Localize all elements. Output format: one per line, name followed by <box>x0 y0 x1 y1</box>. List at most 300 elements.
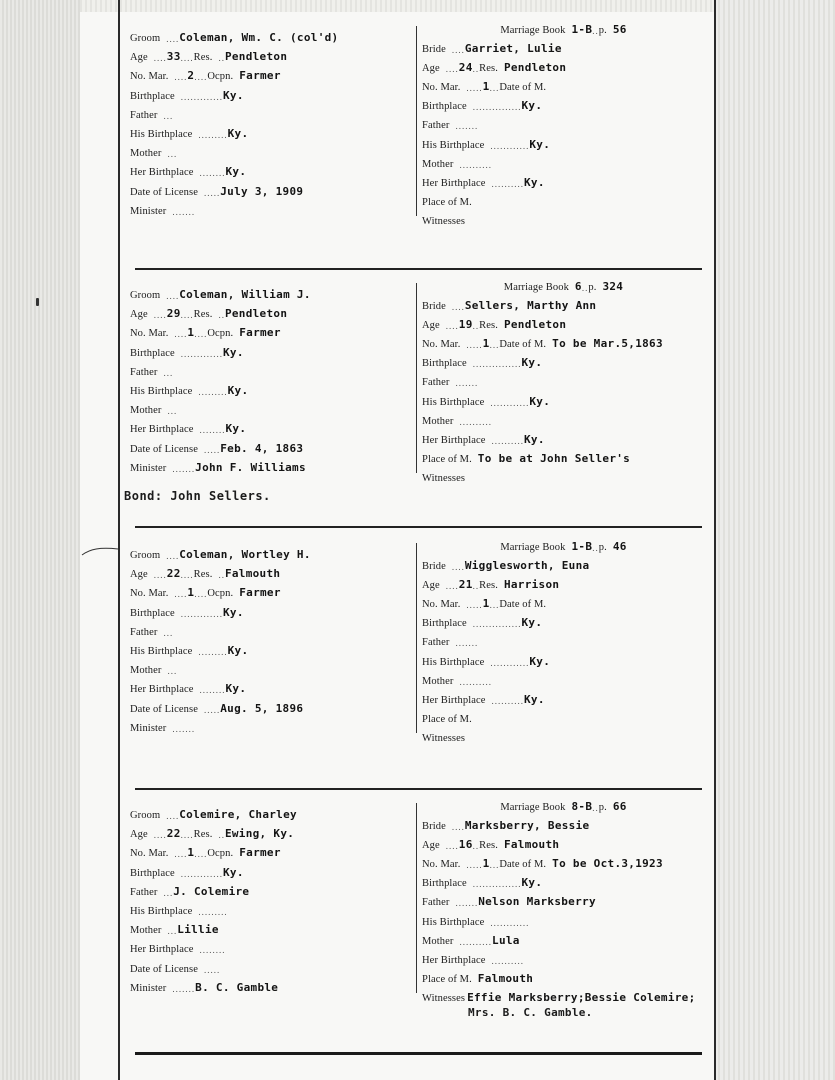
groom-no-mar: 1 <box>187 846 195 860</box>
father-label: Father <box>422 120 450 132</box>
bride-label: Bride <box>422 300 446 312</box>
date-of-license-label: Date of License <box>130 186 198 198</box>
form-row <box>130 437 303 455</box>
dotted-leader: .......... <box>491 955 524 966</box>
dotted-leader: .... <box>153 310 167 321</box>
dotted-leader: ... <box>163 627 174 638</box>
dotted-leader: .... <box>166 291 180 301</box>
groom-age: 29 <box>166 307 181 321</box>
dotted-leader: ....... <box>172 983 196 994</box>
form-row <box>422 152 492 170</box>
scan-strip <box>80 0 715 12</box>
bride-his-birthplace: Ky. <box>529 654 551 668</box>
form-row <box>422 688 545 706</box>
form-row <box>422 833 559 851</box>
marriage-book: 8-B <box>571 800 593 813</box>
bride-name: Garriet, Lulie <box>464 41 562 55</box>
birthplace-label: Birthplace <box>422 101 467 113</box>
dotted-leader: .. <box>472 63 480 74</box>
form-row <box>422 795 705 813</box>
minister-label: Minister <box>130 205 167 217</box>
form-row <box>130 639 248 657</box>
his-birthplace-label: His Birthplace <box>422 139 485 151</box>
birthplace-label: Birthplace <box>422 618 467 630</box>
record-separator <box>135 526 702 528</box>
birthplace-label: Birthplace <box>422 878 467 890</box>
no-mar-label: No. Mar. <box>422 598 461 610</box>
bride-label: Bride <box>422 560 446 572</box>
marriage-book-label: Marriage Book <box>500 542 566 553</box>
his-birthplace-label: His Birthplace <box>130 386 193 397</box>
bride-her-birthplace: Ky. <box>524 432 545 446</box>
dotted-leader: .. <box>472 320 480 331</box>
dotted-leader: ... <box>489 599 500 610</box>
bride-birthplace: Ky. <box>521 616 543 630</box>
dotted-leader: .... <box>166 811 180 821</box>
groom-ocpn: Farmer <box>239 69 281 83</box>
age-label: Age <box>422 579 440 591</box>
groom-res: Pendleton <box>224 307 288 321</box>
marriage-record <box>130 23 705 256</box>
form-row <box>130 677 246 695</box>
dotted-leader: .... <box>174 589 188 600</box>
dotted-leader: ... <box>163 110 174 121</box>
form-row <box>422 592 552 610</box>
form-row <box>130 841 281 859</box>
dotted-leader: .... <box>153 53 167 64</box>
form-row <box>130 122 248 140</box>
dotted-leader: ............. <box>180 608 223 619</box>
marriage-book-label: Marriage Book <box>500 25 566 36</box>
dotted-leader: ......... <box>198 647 228 657</box>
dotted-leader: .... <box>166 34 180 44</box>
res-label: Res. <box>479 579 498 591</box>
father-label: Father <box>130 366 158 378</box>
form-row <box>422 351 542 369</box>
form-row <box>422 611 542 629</box>
bride-name: Wigglesworth, Euna <box>464 558 590 572</box>
minister: B. C. Gamble <box>195 980 279 994</box>
bride-age: 19 <box>458 317 473 331</box>
dotted-leader: .. <box>218 570 225 581</box>
dotted-leader: ............. <box>180 91 223 102</box>
age-label: Age <box>130 52 148 64</box>
mother-label: Mother <box>130 665 162 677</box>
res-label: Res. <box>479 839 498 851</box>
dotted-leader: .. <box>592 803 599 813</box>
minister: John F. Williams <box>195 460 306 474</box>
form-row <box>130 581 281 599</box>
form-row <box>422 447 630 465</box>
groom-his-birthplace: Ky. <box>227 127 249 140</box>
date-of-license: July 3, 1909 <box>220 184 304 198</box>
form-row <box>422 535 705 553</box>
form-row <box>422 871 542 889</box>
form-row <box>422 190 478 208</box>
no-mar-label: No. Mar. <box>130 71 169 83</box>
dotted-leader: .... <box>174 849 188 860</box>
bride-birthplace: Ky. <box>521 356 543 370</box>
form-row <box>130 302 287 320</box>
form-row <box>422 466 467 484</box>
dotted-leader: .... <box>166 551 180 561</box>
dotted-leader: .. <box>218 53 225 64</box>
groom-his-birthplace: Ky. <box>227 384 249 397</box>
groom-res: Falmouth <box>224 567 281 581</box>
form-row <box>130 861 244 879</box>
res-label: Res. <box>479 319 498 331</box>
dotted-leader: .. <box>218 310 225 321</box>
date-of-license-label: Date of License <box>130 443 198 455</box>
dotted-leader: ........ <box>199 425 226 436</box>
mother-label: Mother <box>422 415 454 427</box>
witnesses-label: Witnesses <box>422 473 466 485</box>
dotted-leader: .. <box>472 580 480 591</box>
dotted-leader: ... <box>167 666 178 677</box>
form-row <box>422 929 520 947</box>
form-row <box>130 957 220 975</box>
form-row <box>130 64 281 82</box>
dotted-leader: ............. <box>180 868 223 879</box>
dotted-leader: .... <box>180 53 194 64</box>
dotted-leader: ............ <box>490 657 530 668</box>
form-row <box>130 543 311 561</box>
ocpn-label: Ocpn. <box>207 328 234 340</box>
date-of-marriage: To be Mar.5,1863 <box>552 336 663 350</box>
his-birthplace-label: His Birthplace <box>422 656 485 668</box>
form-row <box>130 658 177 676</box>
dotted-leader: ..... <box>466 599 483 610</box>
form-row <box>130 180 303 198</box>
date-of-license-label: Date of License <box>130 963 198 975</box>
dotted-leader: .... <box>445 320 459 331</box>
groom-no-mar: 1 <box>187 326 195 340</box>
dotted-leader: .......... <box>459 159 493 170</box>
date-of-m-label: Date of M. <box>499 598 547 610</box>
dotted-leader: .... <box>451 44 465 55</box>
form-row <box>422 171 545 189</box>
witnesses-label: Witnesses <box>422 733 466 745</box>
form-row <box>422 370 478 388</box>
dotted-leader: ..... <box>203 444 221 455</box>
dotted-leader: .... <box>194 329 208 340</box>
form-row <box>422 56 566 74</box>
groom-age: 22 <box>166 827 181 841</box>
res-label: Res. <box>193 52 213 64</box>
age-label: Age <box>130 829 148 841</box>
form-row <box>130 84 244 102</box>
dotted-leader: .... <box>180 310 194 321</box>
marriage-book: 6 <box>574 280 582 293</box>
his-birthplace-label: His Birthplace <box>130 646 193 657</box>
dotted-leader: ............... <box>472 879 522 890</box>
ink-mark <box>36 298 39 306</box>
page-label: p. <box>598 25 607 36</box>
groom-label: Groom <box>130 290 161 301</box>
dotted-leader: ... <box>489 82 500 93</box>
margin-scribble <box>80 545 120 559</box>
place-of-marriage: Falmouth <box>477 972 534 986</box>
groom-no-mar: 1 <box>187 586 195 600</box>
his-birthplace-label: His Birthplace <box>422 916 485 928</box>
form-row <box>130 456 306 474</box>
form-row <box>422 852 663 870</box>
her-birthplace-label: Her Birthplace <box>130 944 194 956</box>
date-of-license: Feb. 4, 1863 <box>220 441 304 455</box>
form-row <box>130 716 195 734</box>
bride-birthplace: Ky. <box>521 876 543 890</box>
ocpn-label: Ocpn. <box>207 848 234 860</box>
form-row <box>422 75 552 93</box>
dotted-leader: .. <box>218 830 225 841</box>
form-row <box>422 967 533 985</box>
minister-label: Minister <box>130 982 167 994</box>
father-label: Father <box>422 637 450 649</box>
dotted-leader: ... <box>489 859 500 870</box>
dotted-leader: ... <box>489 339 500 350</box>
form-row <box>422 814 589 832</box>
dotted-leader: .... <box>194 849 208 860</box>
form-row <box>422 428 545 446</box>
dotted-leader: ......... <box>198 130 228 140</box>
form-row <box>422 294 596 312</box>
dotted-leader: ............... <box>472 619 522 630</box>
place-of-m-label: Place of M. <box>422 197 472 209</box>
right-margin-rule <box>714 0 716 1080</box>
ocpn-label: Ocpn. <box>207 71 234 83</box>
place-of-m-label: Place of M. <box>422 974 472 986</box>
date-of-m-label: Date of M. <box>499 338 547 350</box>
her-birthplace-label: Her Birthplace <box>422 694 486 706</box>
father-label: Father <box>130 626 158 638</box>
bride-age: 21 <box>458 577 473 591</box>
bride-his-birthplace: Ky. <box>529 394 551 408</box>
form-row <box>422 890 596 908</box>
form-row <box>130 321 281 339</box>
father-label: Father <box>422 377 450 389</box>
form-row <box>422 650 550 668</box>
father-label: Father <box>422 897 450 909</box>
marriage-page: 324 <box>602 280 624 293</box>
groom-res: Ewing, Ky. <box>224 827 295 841</box>
witnesses-label: Witnesses <box>422 993 466 1005</box>
dotted-leader: ..... <box>466 859 483 870</box>
dotted-leader: ... <box>167 406 178 417</box>
form-row <box>422 332 663 350</box>
form-row <box>130 360 173 378</box>
dotted-leader: ....... <box>172 206 196 217</box>
form-row <box>130 103 173 121</box>
bride-age: 16 <box>458 837 473 851</box>
mother-label: Mother <box>422 935 454 947</box>
groom-res: Pendleton <box>224 50 288 64</box>
page-label: p. <box>598 802 607 813</box>
birthplace-label: Birthplace <box>130 90 175 102</box>
birthplace-label: Birthplace <box>130 867 175 879</box>
witnesses: Effie Marksberry;Bessie Colemire; <box>467 991 696 1005</box>
no-mar-label: No. Mar. <box>422 858 461 870</box>
no-mar-label: No. Mar. <box>422 338 461 350</box>
dotted-leader: ....... <box>455 121 479 132</box>
age-label: Age <box>130 569 148 581</box>
left-margin-rule <box>118 0 120 1080</box>
bride-no-mar: 1 <box>482 596 490 610</box>
mother-label: Mother <box>422 158 454 170</box>
marriage-page: 66 <box>612 800 627 813</box>
form-row <box>422 554 589 572</box>
dotted-leader: .... <box>451 561 465 572</box>
her-birthplace-label: Her Birthplace <box>130 167 194 179</box>
dotted-leader: .... <box>451 301 465 312</box>
her-birthplace-label: Her Birthplace <box>422 177 486 189</box>
dotted-leader: .. <box>472 840 480 851</box>
dotted-leader: .... <box>194 589 208 600</box>
bride-name: Sellers, Marthy Ann <box>464 298 597 312</box>
dotted-leader: .. <box>592 543 599 553</box>
dotted-leader: ....... <box>172 723 196 734</box>
dotted-leader: .. <box>581 283 589 293</box>
mother-label: Mother <box>422 675 454 687</box>
dotted-leader: .......... <box>491 178 524 189</box>
groom-name: Coleman, Wm. C. (col'd) <box>179 31 339 44</box>
her-birthplace-label: Her Birthplace <box>130 424 194 436</box>
witnesses-line-2: Mrs. B. C. Gamble. <box>468 1006 593 1019</box>
dotted-leader: ....... <box>455 378 479 389</box>
place-of-marriage: To be at John Seller's <box>477 452 631 466</box>
groom-label: Groom <box>130 33 161 44</box>
column-divider <box>416 543 417 733</box>
groom-birthplace: Ky. <box>222 88 244 102</box>
groom-birthplace: Ky. <box>222 345 244 359</box>
place-of-m-label: Place of M. <box>422 714 472 726</box>
marriage-page: 56 <box>612 23 627 36</box>
dotted-leader: ............ <box>490 397 530 408</box>
form-row <box>130 880 249 898</box>
groom-father: J. Colemire <box>173 884 250 898</box>
bride-res: Falmouth <box>503 837 560 851</box>
page-edge-right <box>715 0 835 1080</box>
dotted-leader: .... <box>445 63 459 74</box>
dotted-leader: .... <box>451 821 465 832</box>
form-row <box>130 620 173 638</box>
form-row <box>130 45 287 63</box>
groom-her-birthplace: Ky. <box>225 682 247 696</box>
bride-label: Bride <box>422 43 446 55</box>
dotted-leader: .... <box>153 830 167 841</box>
groom-label: Groom <box>130 810 161 821</box>
mother-label: Mother <box>130 925 162 937</box>
groom-no-mar: 2 <box>187 69 195 83</box>
form-row <box>422 18 705 36</box>
dotted-leader: ........ <box>199 945 226 956</box>
dotted-leader: ..... <box>466 82 483 93</box>
groom-birthplace: Ky. <box>222 605 244 619</box>
form-row <box>130 899 228 917</box>
groom-age: 22 <box>166 567 181 581</box>
age-label: Age <box>422 839 440 851</box>
bride-name: Marksberry, Bessie <box>464 818 590 832</box>
his-birthplace-label: His Birthplace <box>422 396 485 408</box>
res-label: Res. <box>479 62 498 74</box>
groom-mother: Lillie <box>177 923 219 937</box>
groom-name: Colemire, Charley <box>179 808 297 821</box>
dotted-leader: .. <box>592 26 599 36</box>
form-row <box>422 313 566 331</box>
dotted-leader: .... <box>180 570 194 581</box>
page-label: p. <box>598 542 607 553</box>
record-separator <box>135 268 702 270</box>
bride-no-mar: 1 <box>482 856 490 870</box>
dotted-leader: .......... <box>459 416 493 427</box>
form-row <box>130 562 280 580</box>
dotted-leader: ....... <box>455 638 479 649</box>
dotted-leader: ..... <box>203 187 221 198</box>
form-row <box>422 133 550 151</box>
date-of-m-label: Date of M. <box>499 858 547 870</box>
groom-ocpn: Farmer <box>239 586 281 600</box>
marriage-book: 1-B <box>571 540 593 553</box>
marriage-record <box>124 280 705 513</box>
form-row <box>130 976 278 994</box>
dotted-leader: ..... <box>466 339 483 350</box>
column-divider <box>416 283 417 473</box>
column-divider <box>416 26 417 216</box>
res-label: Res. <box>193 829 213 841</box>
ocpn-label: Ocpn. <box>207 588 234 600</box>
date-of-m-label: Date of M. <box>499 81 547 93</box>
her-birthplace-label: Her Birthplace <box>130 684 194 696</box>
form-row <box>422 630 478 648</box>
bond-note: Bond: John Sellers. <box>124 489 271 503</box>
groom-label: Groom <box>130 550 161 561</box>
marriage-book-label: Marriage Book <box>500 802 566 813</box>
bride-no-mar: 1 <box>482 336 490 350</box>
form-row <box>422 113 478 131</box>
bride-res: Harrison <box>503 577 560 591</box>
birthplace-label: Birthplace <box>130 347 175 359</box>
form-row <box>422 275 705 293</box>
groom-her-birthplace: Ky. <box>225 422 247 436</box>
groom-name: Coleman, William J. <box>179 288 311 301</box>
dotted-leader: ....... <box>172 463 196 474</box>
form-row <box>422 948 524 966</box>
dotted-leader: ............... <box>472 102 522 113</box>
form-row <box>130 398 177 416</box>
form-row <box>422 409 492 427</box>
dotted-leader: ..... <box>203 704 221 715</box>
dotted-leader: ..... <box>203 964 221 975</box>
bride-res: Pendleton <box>503 317 567 331</box>
bride-age: 24 <box>458 60 473 74</box>
bride-her-birthplace: Ky. <box>524 175 545 189</box>
dotted-leader: .......... <box>459 676 493 687</box>
groom-his-birthplace: Ky. <box>227 644 249 657</box>
form-row <box>422 669 492 687</box>
bride-his-birthplace: Ky. <box>529 137 551 151</box>
marriage-book: 1-B <box>571 23 593 36</box>
no-mar-label: No. Mar. <box>130 328 169 340</box>
form-row <box>422 910 529 928</box>
dotted-leader: ... <box>167 926 178 937</box>
bride-birthplace: Ky. <box>521 99 543 113</box>
marriage-record <box>130 800 705 1033</box>
bride-her-birthplace: Ky. <box>524 692 545 706</box>
form-row <box>422 726 467 744</box>
form-row <box>130 697 303 715</box>
form-row <box>130 417 246 435</box>
form-row <box>422 573 559 591</box>
dotted-leader: .... <box>194 72 208 83</box>
